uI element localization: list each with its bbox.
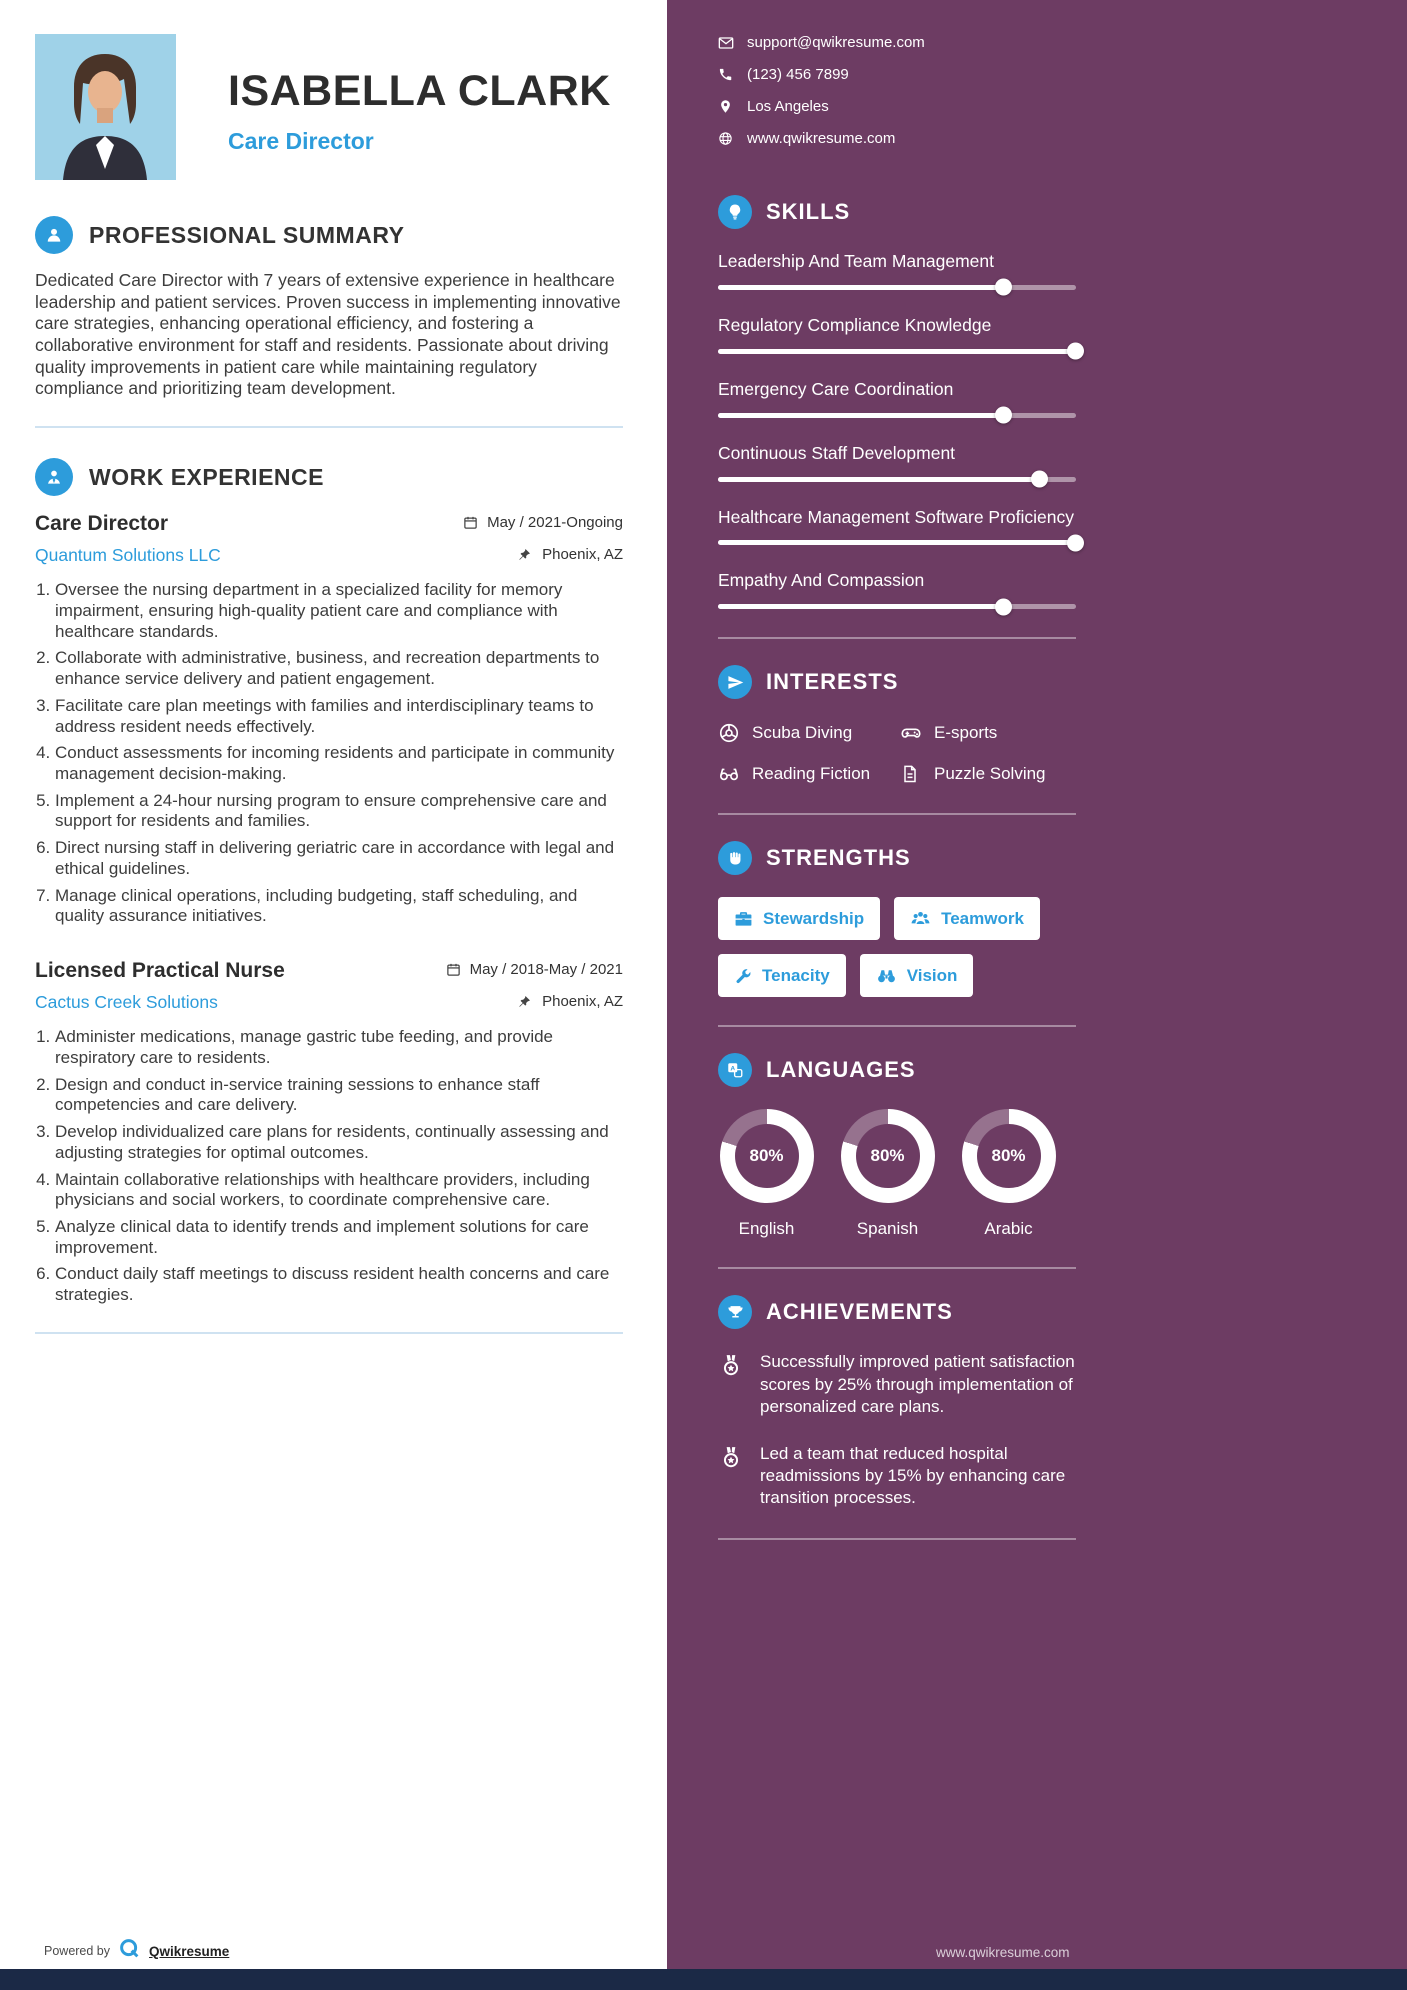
person-icon <box>35 216 73 254</box>
interest-item <box>900 721 1076 744</box>
job-company: Quantum Solutions LLC <box>35 545 221 566</box>
identity-block <box>35 34 623 180</box>
trophy-icon <box>718 1295 752 1329</box>
calendar-icon <box>446 962 462 978</box>
interest-label: E-sports <box>934 722 998 742</box>
skill-label: Empathy And Compassion <box>718 570 925 591</box>
skill-slider-fill <box>718 413 1004 418</box>
skill-slider-track <box>718 540 1076 545</box>
sidebar <box>667 0 1407 1990</box>
contact-location-row <box>718 98 1076 115</box>
interests-heading: INTERESTS <box>766 669 899 695</box>
profile-photo <box>35 34 176 180</box>
skill-slider-knob <box>995 407 1012 424</box>
job-company: Cactus Creek Solutions <box>35 992 218 1013</box>
interest-label: Puzzle Solving <box>934 763 1046 783</box>
experience-bullet: 5. Analyze clinical data to identify trends and implement solutions for care improvement. <box>55 1217 623 1258</box>
skill-item <box>718 379 1076 418</box>
skill-item <box>718 315 1076 354</box>
strength-label: Stewardship <box>763 908 865 928</box>
summary-divider <box>35 426 623 428</box>
strength-chip <box>860 954 974 997</box>
job-title: Licensed Practical Nurse <box>35 959 285 983</box>
strengths-heading: STRENGTHS <box>766 845 911 871</box>
pushpin-icon <box>518 547 534 563</box>
skill-label: Emergency Care Coordination <box>718 378 954 399</box>
phone-icon <box>718 67 734 83</box>
fist-icon <box>718 841 752 875</box>
experience-section-header <box>35 458 623 496</box>
experience-bullet: 2. Collaborate with administrative, business, and recreation departments to enhance service delivery and patient engagement. <box>55 648 623 689</box>
binoculars-icon <box>876 965 897 986</box>
skill-item <box>718 507 1076 546</box>
summary-section-header <box>35 216 623 254</box>
language-item <box>960 1109 1057 1239</box>
experience-bullet: 1. Administer medications, manage gastric tube feeding, and provide respiratory care to residents. <box>55 1027 623 1068</box>
pushpin-icon <box>518 994 534 1010</box>
candidate-name: ISABELLA CLARK <box>228 67 611 115</box>
achievement-text: Successfully improved patient satisfaction scores by 25% through implementation of personalized care plans. <box>760 1352 1075 1417</box>
diving-ball-icon <box>718 721 741 744</box>
skill-slider-fill <box>718 540 1076 545</box>
skill-slider-track <box>718 413 1076 418</box>
skill-slider-track <box>718 477 1076 482</box>
interest-item <box>718 762 894 785</box>
language-progress-ring <box>962 1109 1056 1203</box>
globe-icon <box>718 131 734 147</box>
languages-section <box>718 1053 1076 1239</box>
experience-bullets-list <box>35 580 623 927</box>
languages-heading: LANGUAGES <box>766 1057 916 1083</box>
strengths-section <box>718 841 1076 997</box>
skill-slider-knob <box>995 598 1012 615</box>
person-tie-icon <box>35 458 73 496</box>
language-percent: 80% <box>856 1124 920 1188</box>
briefcase-icon <box>734 909 753 928</box>
achievements-section <box>718 1295 1076 1510</box>
experience-bullet: 3. Develop individualized care plans for residents, continually assessing and adjusting strategies for optimal outcomes. <box>55 1122 623 1163</box>
strength-chip <box>718 897 880 940</box>
contact-block <box>718 34 1076 147</box>
summary-heading: PROFESSIONAL SUMMARY <box>89 221 405 248</box>
language-item <box>839 1109 936 1239</box>
skill-slider-knob <box>995 279 1012 296</box>
translate-icon <box>718 1053 752 1087</box>
glasses-icon <box>718 762 741 785</box>
contact-website[interactable]: www.qwikresume.com <box>747 130 896 147</box>
interest-item <box>718 721 894 744</box>
paper-plane-icon <box>718 665 752 699</box>
contact-email[interactable]: support@qwikresume.com <box>747 34 925 51</box>
achievements-heading: ACHIEVEMENTS <box>766 1299 953 1325</box>
sidebar-divider <box>718 637 1076 639</box>
medal-icon <box>718 1443 746 1510</box>
job-entry <box>35 512 623 927</box>
experience-bullet: 1. Oversee the nursing department in a specialized facility for memory impairment, ensuring high-quality patient care and compliance with healthcare standards. <box>55 580 623 642</box>
interest-item <box>900 762 1076 785</box>
candidate-title: Care Director <box>228 128 374 154</box>
skill-slider-fill <box>718 477 1040 482</box>
skill-label: Continuous Staff Development <box>718 442 956 463</box>
experience-bullet: 6. Conduct daily staff meetings to discuss resident health concerns and care strategies. <box>55 1264 623 1305</box>
achievement-item <box>718 1351 1076 1418</box>
contact-phone: (123) 456 7899 <box>747 66 849 83</box>
job-title: Care Director <box>35 512 169 536</box>
envelope-icon <box>718 35 734 51</box>
strength-label: Teamwork <box>941 908 1024 928</box>
strength-chip <box>894 897 1040 940</box>
job-location: Phoenix, AZ <box>542 993 623 1011</box>
job-dates: May / 2021-Ongoing <box>487 514 623 532</box>
language-name: Arabic <box>984 1219 1033 1239</box>
strength-chip <box>718 954 846 997</box>
experience-bullet: 3. Facilitate care plan meetings with families and interdisciplinary teams to address resident needs effectively. <box>55 696 623 737</box>
experience-bullet: 4. Conduct assessments for incoming residents and participate in community management decision-making. <box>55 743 623 784</box>
contact-phone-row <box>718 66 1076 83</box>
experience-bullet: 6. Direct nursing staff in delivering geriatric care in accordance with legal and ethical guidelines. <box>55 838 623 879</box>
achievement-text: Led a team that reduced hospital readmissions by 15% by enhancing care transition processes. <box>760 1443 1066 1508</box>
powered-by-label: Powered by <box>44 1944 111 1958</box>
sidebar-divider <box>718 1267 1076 1269</box>
calendar-icon <box>463 515 479 531</box>
sidebar-divider <box>718 1538 1076 1540</box>
skill-slider-knob <box>1067 534 1084 551</box>
skill-label: Leadership And Team Management <box>718 251 994 271</box>
gamepad-icon <box>900 721 923 744</box>
footer <box>44 1938 229 1964</box>
qwikresume-link[interactable]: Qwikresume <box>149 1943 230 1959</box>
skill-item <box>718 251 1076 290</box>
puzzle-document-icon <box>900 762 923 785</box>
lightbulb-icon <box>718 195 752 229</box>
skills-section <box>718 195 1076 609</box>
interest-label: Reading Fiction <box>752 763 871 783</box>
people-group-icon <box>910 908 931 929</box>
achievement-item <box>718 1443 1076 1510</box>
experience-divider <box>35 1332 623 1334</box>
language-name: English <box>738 1219 795 1239</box>
map-pin-icon <box>718 99 734 115</box>
watermark-link[interactable]: www.qwikresume.com <box>936 1945 1070 1960</box>
contact-email-row <box>718 34 1076 51</box>
language-percent: 80% <box>977 1124 1041 1188</box>
skill-slider-knob <box>1067 343 1084 360</box>
svg-text:A: A <box>730 1065 736 1073</box>
experience-heading: WORK EXPERIENCE <box>89 463 324 490</box>
summary-text: Dedicated Care Director with 7 years of extensive experience in healthcare leadership and patient services. Proven success in implementing innovative care strategies, enhancing operational efficiency, and fostering a collaborative environment for staff and residents. Passionate about driving quality improvements in patient care while maintaining regulatory compliance and prioritizing team development. <box>35 270 621 399</box>
main-column <box>0 0 667 1990</box>
contact-location: Los Angeles <box>747 98 829 115</box>
experience-bullet: 4. Maintain collaborative relationships with healthcare providers, including physicians and social workers, to coordinate comprehensive care. <box>55 1170 623 1211</box>
skill-item <box>718 570 1076 609</box>
experience-bullets-list <box>35 1027 623 1306</box>
language-progress-ring <box>720 1109 814 1203</box>
job-entry <box>35 959 623 1306</box>
job-dates: May / 2018-May / 2021 <box>469 961 623 979</box>
skill-slider-track <box>718 604 1076 609</box>
sidebar-divider <box>718 813 1076 815</box>
skill-label: Healthcare Management Software Proficiency <box>718 506 1075 527</box>
skill-slider-track <box>718 285 1076 290</box>
experience-bullet: 7. Manage clinical operations, including budgeting, staff scheduling, and quality assurance initiatives. <box>55 886 623 927</box>
contact-website-row <box>718 130 1076 147</box>
job-location: Phoenix, AZ <box>542 546 623 564</box>
language-name: Spanish <box>856 1219 919 1239</box>
experience-bullet: 2. Design and conduct in-service training sessions to enhance staff competencies and care delivery. <box>55 1075 623 1116</box>
bottom-bar <box>0 1969 1407 1990</box>
experience-bullet: 5. Implement a 24-hour nursing program to ensure comprehensive care and support for residents and families. <box>55 791 623 832</box>
language-progress-ring <box>841 1109 935 1203</box>
skill-slider-fill <box>718 604 1004 609</box>
qwikresume-q-logo <box>119 1938 140 1964</box>
medal-icon <box>718 1351 746 1418</box>
interests-section <box>718 665 1076 785</box>
strength-label: Vision <box>906 965 958 985</box>
language-item <box>718 1109 815 1239</box>
skill-slider-fill <box>718 349 1076 354</box>
strength-label: Tenacity <box>762 965 830 985</box>
wrench-icon <box>734 967 752 985</box>
skill-item <box>718 443 1076 482</box>
skills-list <box>718 251 1076 609</box>
profile-photo-illustration <box>35 34 176 180</box>
interest-label: Scuba Diving <box>752 722 853 742</box>
skills-heading: SKILLS <box>766 199 851 224</box>
skill-label: Regulatory Compliance Knowledge <box>718 314 992 335</box>
language-percent: 80% <box>735 1124 799 1188</box>
sidebar-divider <box>718 1025 1076 1027</box>
skill-slider-knob <box>1031 471 1048 488</box>
skill-slider-fill <box>718 285 1004 290</box>
skill-slider-track <box>718 349 1076 354</box>
